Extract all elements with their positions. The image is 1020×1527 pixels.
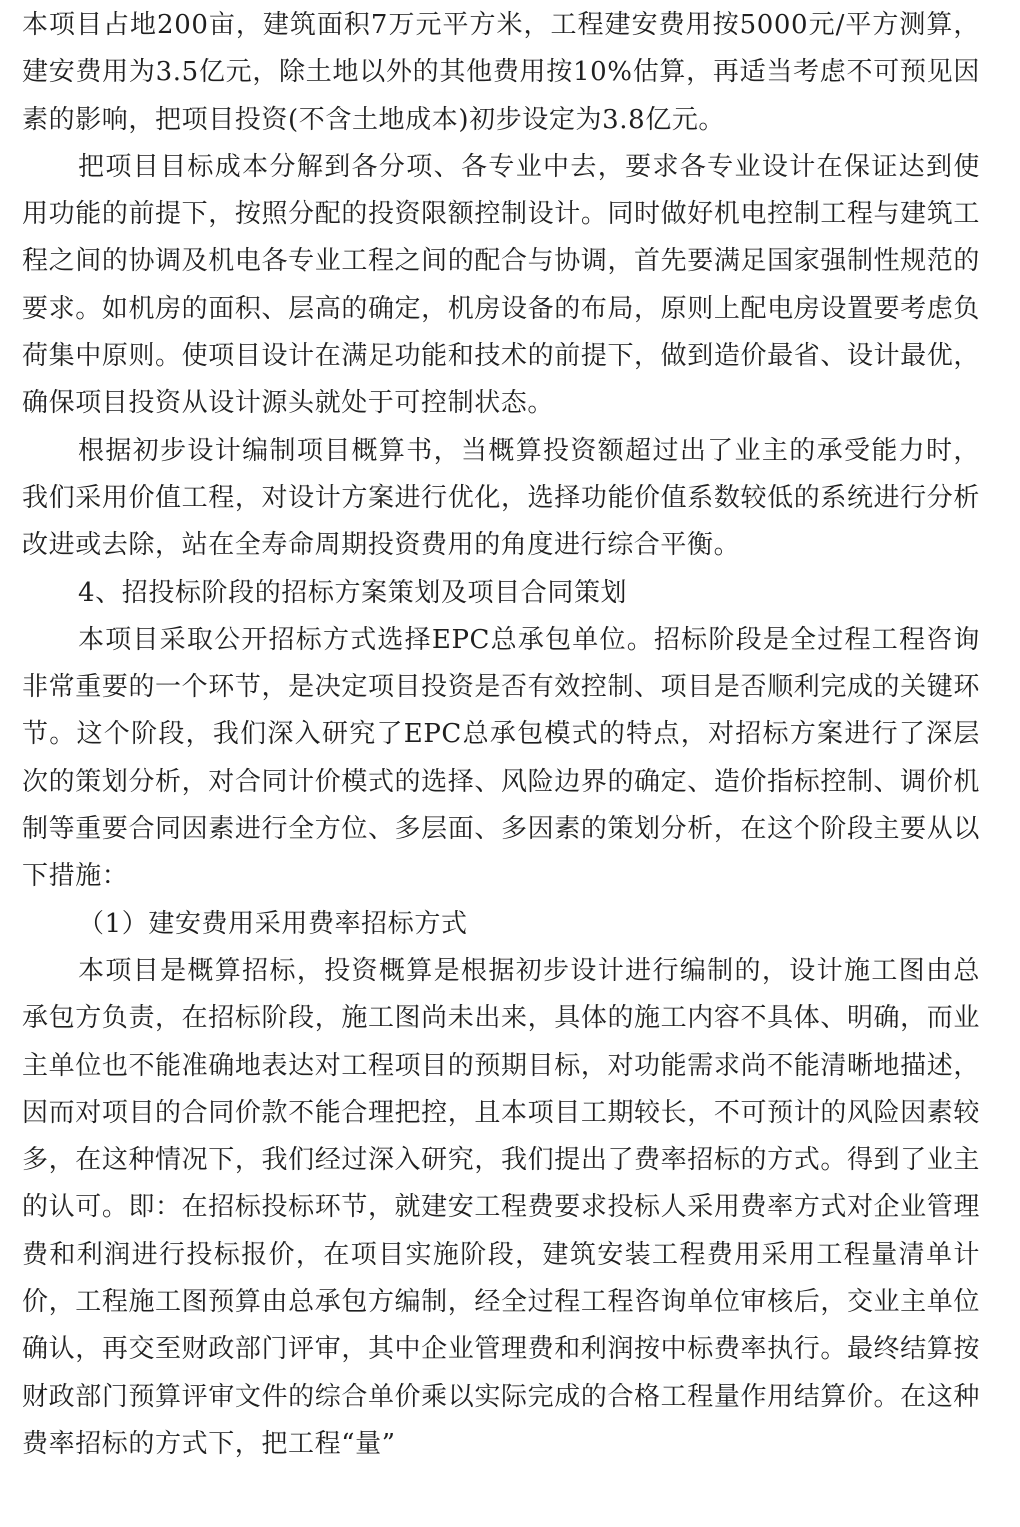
section-heading-bidding-stage: 4、招投标阶段的招标方案策划及项目合同策划 [78, 577, 628, 608]
paragraph-rate-bidding-detail: 本项目是概算招标，投资概算是根据初步设计进行编制的，设计施工图由总承包方负责，在招标阶段，施工图尚未出来，具体的施工内容不具体、明确，而业主单位也不能准确地表达对工程项目的预期目标，对功能需求尚不能清晰地描述，因而对项目的合同价款不能合理把控，且本项目工期较长，不可预计的风险因素较多，在这种情况下，我们经过深入研究，我们提出了费率招标的方式。得到了业主的认可。即：在招标投标环节，就建安工程费要求投标人采用费率方式对企业管理费和利润进行投标报价，在项目实施阶段，建筑安装工程费用采用工程量清单计价，工程施工图预算由总承包方编制，经全过程工程咨询单位审核后，交业主单位确认，再交至财政部门评审，其中企业管理费和利润按中标费率执行。最终结算按财政部门预算评审文件的综合单价乘以实际完成的合格工程量作用结算价。在这种费率招标的方式下，把工程“量” [22, 955, 980, 1459]
paragraph-epc-bidding: 本项目采取公开招标方式选择EPC总承包单位。招标阶段是全过程工程咨询非常重要的一个环节，是决定项目投资是否有效控制、项目是否顺利完成的关键环节。这个阶段，我们深入研究了EPC总承包模式的特点，对招标方案进行了深层次的策划分析，对合同计价模式的选择、风险边界的确定、造价指标控制、调价机制等重要合同因素进行全方位、多层面、多因素的策划分析，在这个阶段主要从以下措施： [22, 624, 980, 892]
paragraph-project-investment: 本项目占地200亩，建筑面积7万元平方米，工程建安费用按5000元/平方测算，建安费用为3.5亿元，除土地以外的其他费用按10%估算，再适当考虑不可预见因素的影响，把项目投资(不含土地成本)初步设定为3.8亿元。 [22, 10, 980, 135]
subsection-heading-rate-bidding: （1）建安费用采用费率招标方式 [78, 908, 468, 939]
paragraph-cost-breakdown: 把项目目标成本分解到各分项、各专业中去，要求各专业设计在保证达到使用功能的前提下，按照分配的投资限额控制设计。同时做好机电控制工程与建筑工程之间的协调及机电各专业工程之间的配合与协调，首先要满足国家强制性规范的要求。如机房的面积、层高的确定，机房设备的布局，原则上配电房设置要考虑负荷集中原则。使项目设计在满足功能和技术的前提下，做到造价最省、设计最优，确保项目投资从设计源头就处于可控制状态。 [22, 151, 980, 419]
paragraph-value-engineering: 根据初步设计编制项目概算书，当概算投资额超过出了业主的承受能力时，我们采用价值工程，对设计方案进行优化，选择功能价值系数较低的系统进行分析改进或去除，站在全寿命周期投资费用的角度进行综合平衡。 [22, 435, 980, 561]
